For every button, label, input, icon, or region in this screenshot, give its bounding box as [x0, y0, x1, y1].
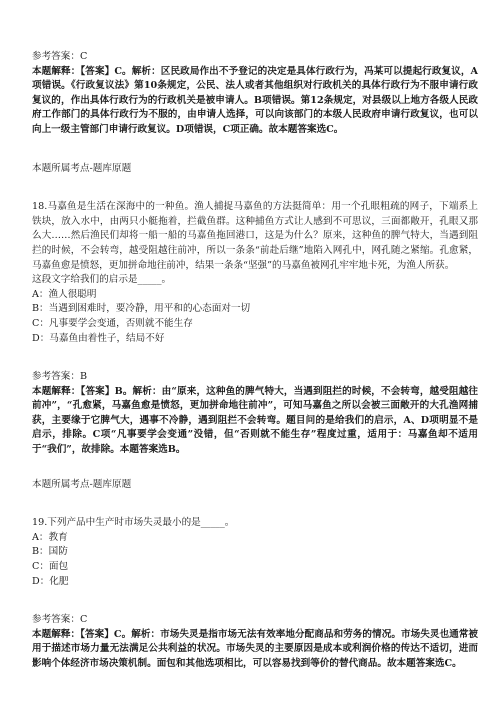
question-19	[32, 516, 478, 589]
option-c: C：面包	[32, 561, 69, 573]
answer-explanation	[32, 628, 478, 672]
topic-label: 本题所属考点-题库原题	[32, 478, 132, 490]
explanation-text: 本题解释：【答案】C。解析：市场失灵是指市场无法有效率地分配商品和劳务的情况。市场失灵也通常被用于描述市场力量无法满足公共利益的状况。市场失灵的主要原因是成本或利润价格的传达不适切，进而影响个体经济市场决策机制。面包和其他选项相比，可以容易找到等价的替代商品。故本题答案选C。	[32, 628, 478, 669]
option-b: B：当遇到困难时，要冷静，用平和的心态面对一切	[32, 303, 251, 315]
option-b: B：国防	[32, 546, 68, 558]
topic-label: 本题所属考点-题库原题	[32, 162, 132, 174]
option-d: D：化肥	[32, 575, 69, 587]
q17-answer-block	[32, 50, 478, 176]
option-d: D：马嘉鱼由着性子，结局不好	[32, 332, 165, 344]
option-a: A：渔人很聪明	[32, 288, 97, 300]
explanation-text: 本题解释：【答案】B。解析：由“原来，这种鱼的脾气特大，当遇到阻拦的时候，不会转弯，越受阻越往前冲”，“孔愈紧，马嘉鱼愈是愤怒，更加拼命地往前冲”，可知马嘉鱼之所以会被三面敞开的大孔渔网捕获，主要缘于它脾气大，遇事不冷静，遇到阻拦不会转弯。题目问的是给我们的启示，A、D项明显不是启示，排除。C项“凡事要学会变通”没错，但“否则就不能生存”程度过重，适用于：马嘉鱼却不适用于“我们”，故排除。本题答案选B。	[32, 385, 478, 456]
question-stem: 18.马嘉鱼是生活在深海中的一种鱼。渔人捕捉马嘉鱼的方法挺简单：用一个孔眼粗疏的网子，下端系上铁块，放入水中，由两只小艇拖着，拦截鱼群。这种捕鱼方式让人感到不可思议，三面都敞开，孔眼又那么大……然后渔民们却将一船一船的马嘉鱼拖回港口，这是为什么？原来，这种鱼的脾气特大，当遇到阻拦的时候，不会转弯，越受阻越往前冲，所以一条条“前赴后继”地陷入网孔中，网孔随之紧缩。孔愈紧，马嘉鱼愈是愤怒，更加拼命地往前冲，结果一条条“坚强”的马嘉鱼被网孔牢牢地卡死，为渔人所获。	[32, 201, 478, 271]
question-stem: 19.下列产品中生产时市场失灵最小的是_____。	[32, 517, 235, 529]
document-page	[32, 50, 478, 672]
question-18	[32, 200, 478, 346]
question-prompt: 这段文字给我们的启示是_____。	[32, 274, 172, 286]
explanation-text: 本题解释：【答案】C。解析：区民政局作出不予登记的决定是具体行政行为，冯某可以提起行政复议，A项错误。《行政复议法》第10条规定，公民、法人或者其他组织对行政机关的具体行政行为不服申请行政复议的，作出具体行政行为的行政机关是被申请人。B项错误。第12条规定，对县级以上地方各级人民政府工作部门的具体行政行为不服的，由申请人选择，可以向该部门的本级人民政府申请行政复议，也可以向上一级主管部门申请行政复议。D项错误，C项正确。故本题答案选C。	[32, 65, 478, 135]
answer-explanation	[32, 385, 478, 458]
answer-explanation	[32, 65, 478, 138]
answer-label: 参考答案：C	[32, 614, 88, 626]
option-c: C：凡事要学会变通，否则就不能生存	[32, 317, 193, 329]
q19-answer-block	[32, 613, 478, 671]
answer-label: 参考答案：C	[32, 51, 88, 62]
option-a: A：教育	[32, 531, 68, 543]
q18-answer-block	[32, 370, 478, 492]
answer-label: 参考答案：B	[32, 371, 88, 383]
